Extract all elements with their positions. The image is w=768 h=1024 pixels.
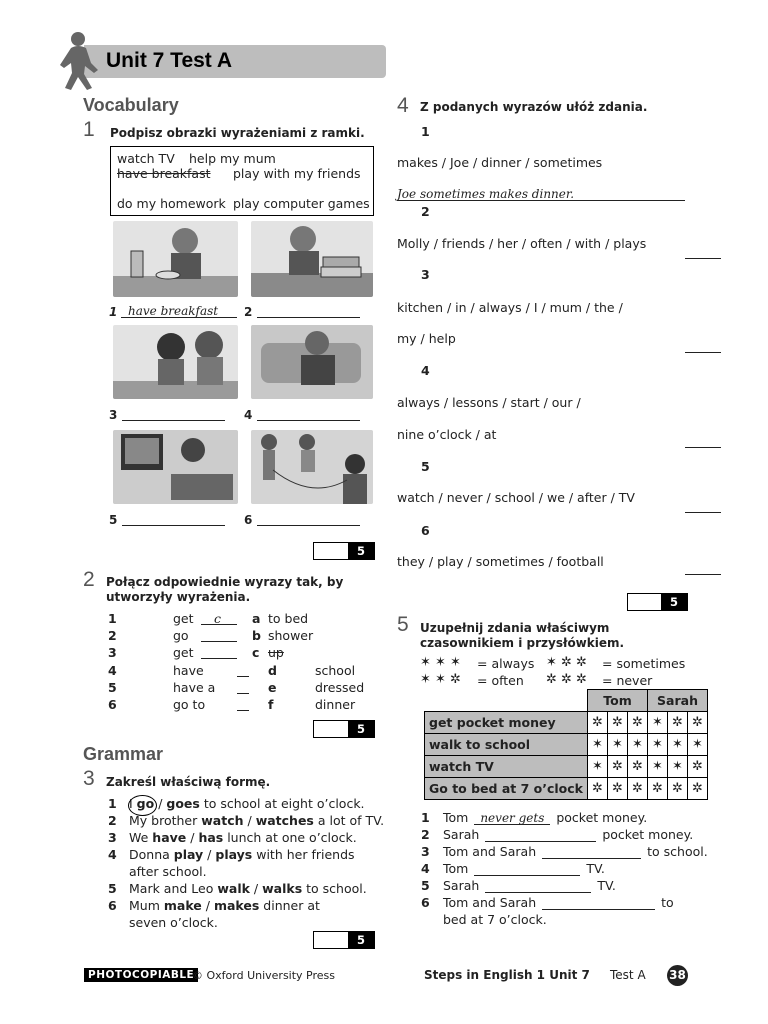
match-answer-line[interactable] — [237, 696, 249, 711]
picture-4-computer-games — [251, 325, 373, 399]
exercise-2-instruction-line2: utworzyły wyrażenia. — [106, 590, 251, 604]
match-letter: d — [268, 663, 277, 678]
sarah-frequency-star: ✲ — [668, 712, 688, 734]
score-box-ex1 — [313, 542, 375, 560]
sentence-text: Donna — [129, 847, 174, 862]
sentence-text: dinner at — [259, 898, 320, 913]
grammar-item-number: 6 — [108, 898, 117, 913]
sarah-frequency-star: ✲ — [648, 778, 668, 800]
answer-blank[interactable] — [485, 879, 591, 893]
exercise-1-instruction: Podpisz obrazki wyrażeniami z ramki. — [110, 126, 365, 140]
sentence-text: We — [129, 830, 153, 845]
page-number: 38 — [667, 965, 688, 986]
ex4-item-number: 5 — [421, 459, 430, 474]
score-box-ex3 — [313, 931, 375, 949]
grammar-item-number: 4 — [108, 847, 117, 862]
activity-cell: get pocket money — [425, 712, 588, 734]
answer-line-4[interactable] — [257, 406, 360, 421]
verb-choice[interactable]: play — [173, 847, 204, 862]
sarah-frequency-star: ✲ — [668, 778, 688, 800]
sentence-rest: pocket money. — [556, 810, 648, 825]
answer-line-6[interactable] — [257, 511, 360, 526]
ex3-item-6-continuation: seven o’clock. — [129, 915, 218, 930]
tom-frequency-star: ✶ — [628, 734, 648, 756]
grammar-item — [129, 830, 357, 845]
sarah-frequency-star: ✶ — [648, 712, 668, 734]
table-row — [425, 756, 708, 778]
verb-choice[interactable]: makes — [213, 898, 260, 913]
match-right-word: up — [268, 645, 284, 660]
ex5-item-number: 4 — [421, 861, 430, 876]
sentence-rest: to school. — [647, 844, 708, 859]
verb-choice[interactable]: walk — [217, 881, 250, 896]
exercise-3-number: 3 — [83, 767, 95, 790]
sentence-text: a lot of TV. — [313, 813, 385, 828]
match-answer-line[interactable] — [201, 627, 237, 642]
test-label: Test A — [610, 968, 646, 982]
match-letter: a — [252, 611, 261, 626]
legend-often-stars: ✶ ✶ ✲ — [420, 672, 461, 687]
verb-choice[interactable]: watch — [201, 813, 244, 828]
sarah-frequency-star: ✲ — [688, 778, 708, 800]
match-left-word: go — [173, 628, 189, 643]
sentence-text: / — [154, 796, 167, 811]
sarah-frequency-star: ✶ — [648, 734, 668, 756]
match-item-number: 6 — [108, 697, 117, 712]
grammar-item — [129, 881, 367, 896]
legend-always: = always — [477, 656, 535, 671]
sentence-rest: pocket money. — [602, 827, 694, 842]
sentence-text: Mum — [129, 898, 164, 913]
ex4-item-number: 1 — [421, 124, 430, 139]
legend-sometimes: = sometimes — [602, 656, 686, 671]
score-blank[interactable] — [314, 721, 348, 737]
match-item-number: 2 — [108, 628, 117, 643]
word-computer-games: play computer games — [233, 196, 370, 211]
table-corner — [425, 690, 588, 712]
tom-frequency-star: ✶ — [588, 734, 608, 756]
match-item-number: 4 — [108, 663, 117, 678]
verb-choice[interactable]: walks — [262, 881, 303, 896]
pic-label-5: 5 — [109, 513, 118, 527]
verb-choice[interactable]: watches — [255, 813, 314, 828]
circle-mark-go — [128, 795, 157, 816]
answer-blank[interactable] — [485, 828, 596, 842]
sentence-text: / — [203, 847, 216, 862]
exercise-5-instruction-line1: Uzupełnij zdania właściwym — [420, 621, 610, 635]
match-left-word: get — [173, 645, 194, 660]
tom-frequency-star: ✲ — [608, 712, 628, 734]
match-right-word: dressed — [315, 680, 365, 695]
frequency-table — [424, 689, 708, 800]
word-homework: do my homework — [117, 196, 226, 211]
course-title: Steps in English 1 Unit 7 — [424, 968, 590, 982]
sentence-subject: Tom — [443, 861, 469, 876]
ex4-word-list: makes / Joe / dinner / sometimes — [397, 155, 603, 170]
copyright-text: © Oxford University Press — [192, 969, 336, 982]
ex5-sentence — [443, 844, 708, 859]
verb-choice[interactable]: goes — [166, 796, 200, 811]
exercise-5-instruction-line2: czasownikiem i przysłówkiem. — [420, 636, 625, 650]
ex4-item-number: 2 — [421, 204, 430, 219]
score-max: 5 — [348, 721, 374, 737]
tom-frequency-star: ✲ — [588, 712, 608, 734]
ex5-item-number: 2 — [421, 827, 430, 842]
exercise-5-number: 5 — [397, 613, 409, 636]
score-max: 5 — [348, 543, 374, 559]
tom-frequency-star: ✲ — [588, 778, 608, 800]
tom-frequency-star: ✲ — [628, 712, 648, 734]
sentence-rest: TV. — [586, 861, 605, 876]
answer-line-ex4-1[interactable] — [397, 186, 685, 201]
pic-label-2: 2 — [244, 305, 253, 319]
word-box — [110, 146, 374, 216]
vocabulary-heading: Vocabulary — [83, 95, 179, 115]
picture-6-play-with-friends — [251, 430, 373, 504]
answer-blank[interactable]: never gets — [474, 811, 550, 825]
exercise-4-instruction: Z podanych wyrazów ułóż zdania. — [420, 100, 648, 114]
activity-cell: watch TV — [425, 756, 588, 778]
legend-often: = often — [477, 673, 524, 688]
match-answer-line[interactable] — [201, 644, 237, 659]
verb-choice[interactable]: has — [198, 830, 224, 845]
sentence-subject: Tom and Sarah — [443, 844, 537, 859]
grammar-item-number: 5 — [108, 881, 117, 896]
ex4-word-list: watch / never / school / we / after / TV — [397, 490, 635, 505]
score-max: 5 — [348, 932, 374, 948]
sarah-frequency-star: ✶ — [648, 756, 668, 778]
match-left-word: have — [173, 663, 204, 678]
sentence-subject: Tom — [443, 810, 469, 825]
page-title: Unit 7 Test A — [106, 49, 233, 72]
match-item-number: 3 — [108, 645, 117, 660]
example-answer-1: have breakfast — [128, 304, 219, 318]
ex4-answer-line[interactable] — [685, 433, 721, 448]
ex5-sentence — [443, 895, 674, 910]
answer-line-2[interactable] — [257, 303, 360, 318]
ex5-item-number: 6 — [421, 895, 430, 910]
match-item-number: 1 — [108, 611, 117, 626]
sarah-frequency-star: ✲ — [688, 756, 708, 778]
match-item-number: 5 — [108, 680, 117, 695]
table-row — [425, 712, 708, 734]
pic-label-1: 1 — [109, 305, 118, 319]
match-answer-line[interactable] — [237, 679, 249, 694]
pic-label-3: 3 — [109, 408, 118, 422]
ex4-answer-line[interactable] — [685, 244, 721, 259]
match-left-word: get — [173, 611, 194, 626]
answer-blank[interactable] — [474, 862, 580, 876]
ex4-answer-line[interactable] — [685, 498, 721, 513]
match-answer-line[interactable] — [237, 662, 249, 677]
tom-frequency-star: ✶ — [588, 756, 608, 778]
ex4-word-list-continuation: my / help — [397, 331, 456, 346]
word-help-mum: help my mum — [189, 151, 276, 166]
ex4-word-list: always / lessons / start / our / — [397, 395, 581, 410]
ex5-item-number: 3 — [421, 844, 430, 859]
legend-never-stars: ✲ ✲ ✲ — [546, 672, 587, 687]
col-header-sarah: Sarah — [648, 690, 708, 712]
legend-always-stars: ✶ ✶ ✶ — [420, 655, 461, 670]
verb-choice[interactable]: make — [163, 898, 202, 913]
match-left-word: go to — [173, 697, 206, 712]
ex4-item-number: 6 — [421, 523, 430, 538]
sentence-text: I — [129, 796, 137, 811]
sentence-rest: TV. — [597, 878, 616, 893]
match-right-word: school — [315, 663, 356, 678]
score-blank[interactable] — [314, 932, 348, 948]
tom-frequency-star: ✲ — [608, 778, 628, 800]
sarah-frequency-star: ✶ — [668, 756, 688, 778]
grammar-item-number: 1 — [108, 796, 117, 811]
ex4-answer-line[interactable] — [685, 560, 721, 575]
ex4-word-list-continuation: nine o’clock / at — [397, 427, 497, 442]
picture-3-help-mum — [113, 325, 238, 399]
word-have-breakfast: have breakfast — [117, 166, 211, 181]
sarah-frequency-star: ✶ — [688, 734, 708, 756]
ex4-word-list: they / play / sometimes / football — [397, 554, 604, 569]
running-figure-logo — [54, 30, 110, 92]
tom-frequency-star: ✲ — [628, 756, 648, 778]
ex3-item-4-continuation: after school. — [129, 864, 207, 879]
sentence-text: / — [249, 881, 263, 896]
exercise-4-number: 4 — [397, 94, 409, 117]
match-right-word: to bed — [268, 611, 309, 626]
ex5-item-number: 1 — [421, 810, 430, 825]
exercise-3-instruction: Zakreśl właściwą formę. — [106, 775, 271, 789]
ex4-answer-line[interactable] — [685, 338, 721, 353]
ex4-word-list: kitchen / in / always / I / mum / the / — [397, 300, 623, 315]
answer-line-3[interactable] — [122, 406, 225, 421]
score-box-ex2 — [313, 720, 375, 738]
match-right-word: shower — [268, 628, 314, 643]
match-answer: c — [214, 611, 222, 626]
sarah-frequency-star: ✶ — [668, 734, 688, 756]
verb-choice[interactable]: go — [136, 796, 155, 811]
match-letter: b — [252, 628, 261, 643]
exercise-2-instruction-line1: Połącz odpowiednie wyrazy tak, by — [106, 575, 344, 589]
ex5-item-number: 5 — [421, 878, 430, 893]
sentence-text: to school at eight o’clock. — [199, 796, 365, 811]
picture-1-breakfast — [113, 221, 238, 297]
score-max: 5 — [661, 594, 687, 610]
answer-blank[interactable] — [542, 896, 655, 910]
exercise-2-number: 2 — [83, 568, 95, 591]
score-blank[interactable] — [314, 543, 348, 559]
photocopiable-badge: PHOTOCOPIABLE — [84, 968, 198, 982]
table-row — [425, 778, 708, 800]
score-box-ex4 — [627, 593, 688, 611]
word-play-friends: play with my friends — [233, 166, 361, 181]
sentence-rest: to — [661, 895, 674, 910]
grammar-item — [129, 898, 320, 913]
grammar-item — [129, 847, 355, 862]
pic-label-6: 6 — [244, 513, 253, 527]
col-header-tom: Tom — [588, 690, 648, 712]
tom-frequency-star: ✶ — [608, 734, 628, 756]
sentence-subject: Sarah — [443, 878, 480, 893]
ex5-sentence — [443, 827, 693, 842]
sentence-text: lunch at one o’clock. — [223, 830, 357, 845]
ex4-item-number: 4 — [421, 363, 430, 378]
picture-2-homework — [251, 221, 373, 297]
match-letter: f — [268, 697, 274, 712]
sentence-text: to school. — [302, 881, 367, 896]
match-letter: e — [268, 680, 277, 695]
ex5-item-6-continuation: bed at 7 o’clock. — [443, 912, 547, 927]
match-left-word: have a — [173, 680, 216, 695]
sentence-subject: Tom and Sarah — [443, 895, 537, 910]
exercise-1-number: 1 — [83, 118, 95, 141]
grammar-item-number: 3 — [108, 830, 117, 845]
tom-frequency-star: ✲ — [608, 756, 628, 778]
answer-line-5[interactable] — [122, 511, 225, 526]
sarah-frequency-star: ✲ — [688, 712, 708, 734]
answer-blank[interactable] — [542, 845, 641, 859]
grammar-heading: Grammar — [83, 744, 164, 764]
legend-never: = never — [602, 673, 653, 688]
ex5-sentence — [443, 810, 647, 825]
match-right-word: dinner — [315, 697, 356, 712]
pic-label-4: 4 — [244, 408, 253, 422]
sentence-text: My brother — [129, 813, 202, 828]
ex4-item-number: 3 — [421, 267, 430, 282]
sentence-text: / — [243, 813, 256, 828]
activity-cell: walk to school — [425, 734, 588, 756]
word-watch-tv: watch TV — [117, 151, 175, 166]
example-answer-ex4: Joe sometimes makes dinner. — [397, 187, 575, 201]
grammar-item — [129, 796, 365, 811]
score-blank[interactable] — [628, 594, 662, 610]
verb-choice[interactable]: have — [152, 830, 187, 845]
ex5-sentence — [443, 878, 616, 893]
match-letter: c — [252, 645, 260, 660]
picture-5-watch-tv — [113, 430, 238, 504]
table-row — [425, 734, 708, 756]
sentence-text: / — [201, 898, 214, 913]
legend-sometimes-stars: ✶ ✲ ✲ — [546, 655, 587, 670]
sentence-subject: Sarah — [443, 827, 480, 842]
grammar-item-number: 2 — [108, 813, 117, 828]
ex4-word-list: Molly / friends / her / often / with / plays — [397, 236, 647, 251]
ex5-sentence — [443, 861, 605, 876]
activity-cell: Go to bed at 7 o’clock — [425, 778, 588, 800]
tom-frequency-star: ✲ — [628, 778, 648, 800]
sentence-text: / — [186, 830, 199, 845]
sentence-text: Mark and Leo — [129, 881, 218, 896]
verb-choice[interactable]: plays — [215, 847, 253, 862]
grammar-item — [129, 813, 384, 828]
sentence-text: with her friends — [252, 847, 355, 862]
